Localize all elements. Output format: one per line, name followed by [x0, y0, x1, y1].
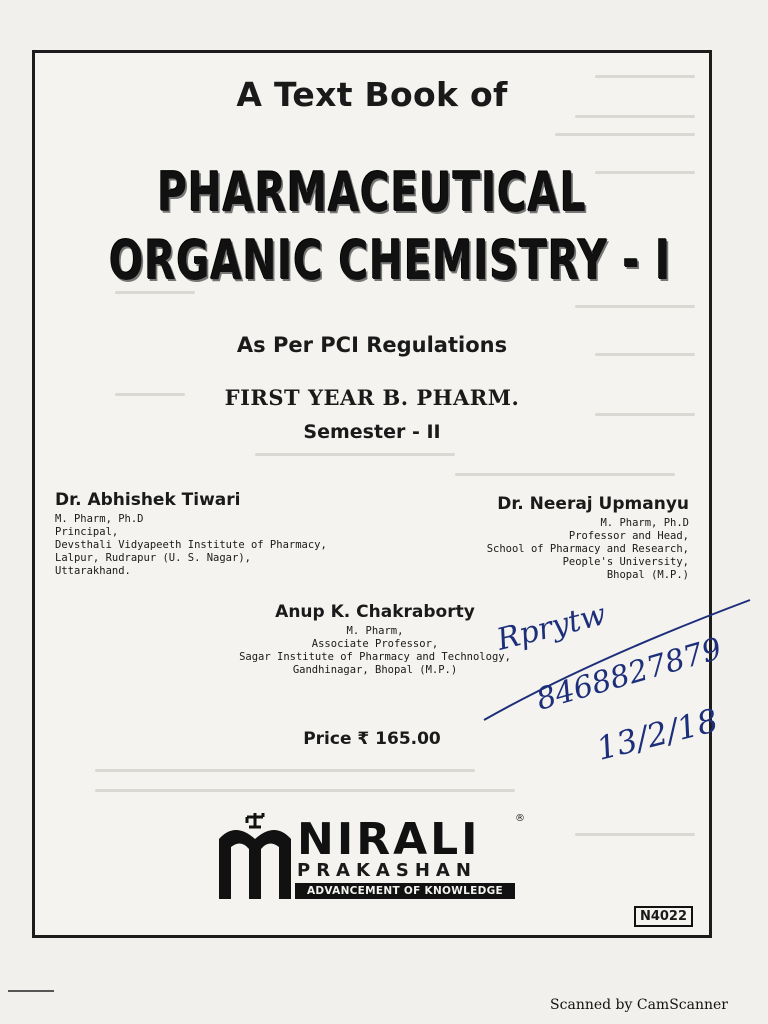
- publisher-tagline: ADVANCEMENT OF KNOWLEDGE: [295, 883, 515, 899]
- author-detail: People's University,: [562, 556, 689, 568]
- scanner-watermark: Scanned by CamScanner: [550, 997, 728, 1013]
- book-cover: [32, 50, 712, 938]
- book-intro: A Text Book of: [236, 75, 508, 114]
- publisher-subname: PRAKASHAN: [297, 860, 477, 881]
- author-1: [55, 489, 327, 578]
- regulations-text: As Per PCI Regulations: [236, 333, 508, 357]
- author-detail: M. Pharm, Ph.D: [55, 513, 144, 525]
- scan-mark: [8, 990, 54, 992]
- author-detail: Lalpur, Rudrapur (U. S. Nagar),: [55, 552, 251, 564]
- author-detail: Sagar Institute of Pharmacy and Technology,: [239, 651, 511, 663]
- publisher-emblem-icon: [215, 813, 295, 901]
- author-name: Dr. Abhishek Tiwari: [55, 490, 241, 510]
- author-name: Dr. Neeraj Upmanyu: [497, 494, 689, 514]
- author-detail: Devsthali Vidyapeeth Institute of Pharmacy,: [55, 539, 327, 551]
- semester-text: Semester - II: [303, 421, 441, 443]
- author-detail: School of Pharmacy and Research,: [486, 543, 689, 555]
- handwritten-phone: 8468827879: [532, 631, 726, 718]
- author-detail: Uttarakhand.: [55, 565, 131, 577]
- publisher-name: NIRALI: [297, 814, 481, 865]
- publisher-logo: [215, 813, 545, 903]
- author-2: [487, 493, 689, 582]
- author-name: Anup K. Chakraborty: [275, 602, 475, 622]
- author-detail: Professor and Head,: [568, 530, 689, 542]
- author-detail: Gandhinagar, Bhopal (M.P.): [292, 664, 458, 676]
- author-detail: M. Pharm, Ph.D: [600, 517, 689, 529]
- handwritten-note: [470, 590, 760, 780]
- book-code: N4022: [634, 906, 693, 927]
- handwritten-date: 13/2/18: [592, 701, 722, 768]
- handwritten-signature: Rprytw: [493, 596, 610, 658]
- author-detail: M. Pharm,: [346, 625, 404, 637]
- price-text: Price ₹ 165.00: [303, 729, 441, 749]
- author-detail: Principal,: [55, 526, 119, 538]
- year-text: FIRST YEAR B. PHARM.: [224, 385, 520, 410]
- author-detail: Bhopal (M.P.): [606, 569, 689, 581]
- book-title-line2: ORGANIC CHEMISTRY - I: [109, 229, 672, 293]
- registered-mark: ®: [515, 813, 525, 824]
- author-detail: Associate Professor,: [311, 638, 439, 650]
- book-title-line1: PHARMACEUTICAL: [157, 161, 587, 225]
